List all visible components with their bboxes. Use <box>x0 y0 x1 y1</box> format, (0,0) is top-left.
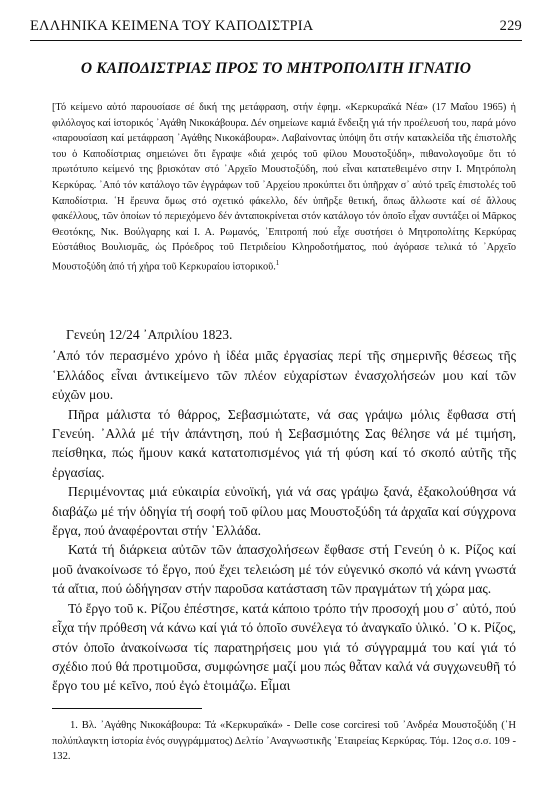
footnote-rule <box>52 708 202 709</box>
introduction-text: [Τό κείμενο αὐτό παρουσίασε σέ δική της μετάφραση, στήν ἐφημ. «Κερκυραϊκά Νέα» (17 Μαΐου 1965) ἡ φιλόλογος καί ἱστορικός ᾿Αγάθη Νικοκάβουρα. Δέν σημείωνε καμιά ἔνδειξη γιά τήν προέλευσή του, παρά μόνο «παρουσίαση καί μετάφραση ᾿Αγάθης Νικοκάβουρα». Λαβαίνοντας ὑπόψη ὅτι στήν κατακλείδα τῆς ἐπιστολῆς του ὁ Καποδίστριας σημειώνει ὅτι ἔγραψε «διά χειρός τοῦ φίλου Μουστοξύδη», πιθανολογοῦμε ὅτι τό πρωτότυπο κείμενό της βρισκόταν στό ᾿Αρχεῖο Μουστοξύδη, πού εἶναι κατατεθειμένο στην Ι. Μητρόπολη Κερκύρας. ᾿Από τόν κατάλογο τῶν ἐγγράφων τοῦ ᾿Αρχείου προκύπτει ὅτι ὑπῆρχαν σ᾿ αὐτό τρεῖς ἐπιστολές τοῦ Καποδίστρια. ῾Η ἔρευνα ὅμως στό σχετικό φάκελλο, δέν ὑπῆρξε θετική, ὅπως ἄλλωστε καί σέ ἄλλους φακέλλους, τῶν ὁποίων τό περιεχόμενο δέν ἀνταποκρίνεται στόν κατάλογο τόν ὁποῖο εἶχαν συντάξει οἱ Μᾶρκος Θεοτόκης, Νικ. Βούλγαρης καί Ι. Α. Ρωμανός, ᾿Επιτροπή πού εἶχε συστήσει ὁ Μητροπολίτης Κερκύρας Εὐστάθιος Βουλισμᾶς, ὡς Πρόεδρος τοῦ Πετριδείου Κληροδοτήματος, πού ἀγόρασε τελικά τό ᾿Αρχεῖο Μουστοξύδη ἀπό τή χήρα τοῦ Κερκυραίου ἱστορικοῦ. <box>52 102 516 273</box>
letter-paragraph: Πῆρα μάλιστα τό θάρρος, Σεβασμιώτατε, νά σας γράψω μόλις ἔφθασα στή Γενεύη. ᾿Αλλά μέ τήν ἀπάντηση, πού ἡ Σεβασμιότης Σας θέλησε νά μέ τιμήση, πείσθηκα, πώς ἤμουν κακά κατατοπισμένος γιά τή φύση καί τό σκοπό αὐτῆς τῆς ἐργασίας. <box>52 406 516 480</box>
footnote-reference: 1 <box>275 258 280 267</box>
header-rule <box>30 40 522 41</box>
editorial-introduction <box>52 100 516 275</box>
letter-paragraph: Κατά τή διάρκεια αὐτῶν τῶν ἀπασχολήσεων ἔφθασε στή Γενεύη ὁ κ. Ρίζος καί μοῦ ἀνακοίνωσε τό ἔργο, πού ἔχει τελειώση μέ τόν εὐγενικό σκοπό νά κάνη γνωστά τά αἴτια, πού ὡδήγησαν στήν παροῦσα κατάσταση τῶν πραγμάτων τή χώρα μας. <box>52 542 516 597</box>
letter-title: Ο ΚΑΠΟΔΙΣΤΡΙΑΣ ΠΡΟΣ ΤΟ ΜΗΤΡΟΠΟΛΙΤΗ ΙΓΝΑΤΙΟ <box>80 60 472 77</box>
letter-paragraph: Περιμένοντας μιά εὐκαιρία εὐνοϊκή, γιά νά σας γράψω ξανά, ἐξακολούθησα νά διαβάζω μέ τήν ὁδηγία τή σοφή τοῦ φίλου μας Μουστοξύδη τά ἀρχαῖα καί σύγχρονα ἔργα, πού ἀναφέρονται στήν ῾Ελλάδα. <box>52 484 516 539</box>
running-header <box>30 18 522 38</box>
letter-date: Γενεύη 12/24 ᾿Απριλίου 1823. <box>66 327 233 342</box>
letter-body <box>52 325 516 696</box>
letter-paragraph: Τό ἔργο τοῦ κ. Ρίζου ἐπέστησε, κατά κάποιο τρόπο τήν προσοχή μου σ᾿ αὐτό, πού εἶχα τήν πρόθεση νά κάνω καί γιά τό ὁποῖο συνέλεγα τό ἀναγκαῖο ὑλικό. ᾿Ο κ. Ρίζος, στόν ὁποῖο ἀνακοίνωσα τίς παρατηρήσεις μου γιά τό σύγγραμμά του καί γιά τό σχέδιο πού θά προτιμοῦσα, συμφώνησε μαζί μου πώς θἆταν καλά νά συγχωνευθῆ τό ἔργο του μέ κεῖνο, πού ἐγώ ἑτοιμάζω. Εἶμαι <box>52 600 516 694</box>
letter-paragraph: ᾿Από τόν περασμένο χρόνο ἡ ἰδέα μιᾶς ἐργασίας περί τῆς σημερινῆς θέσεως τῆς ῾Ελλάδος εἶναι ἀντικείμενο τῶν πλέον εὐχαρίστων ἐνασχολήσεών μου καί τῶν εὐχῶν μου. <box>52 348 516 403</box>
page-number: 229 <box>499 18 522 34</box>
footnote: 1. Βλ. ᾿Αγάθης Νικοκάβουρα: Τά «Κερκυραϊκά» - Delle cose corciresi τοῦ ᾿Ανδρέα Μουστοξύδη (῾Η πολύπλαγκτη ἱστορία ἑνός συγγράμματος) Δελτίο ᾿Αναγνωστικῆς ῾Εταιρείας Κερκύρας. Τόμ. 12ος σ.σ. 109 - 132. <box>52 720 516 763</box>
running-title: ΕΛΛΗΝΙΚΑ ΚΕΙΜΕΝΑ ΤΟΥ ΚΑΠΟΔΙΣΤΡΙΑ <box>30 18 314 34</box>
